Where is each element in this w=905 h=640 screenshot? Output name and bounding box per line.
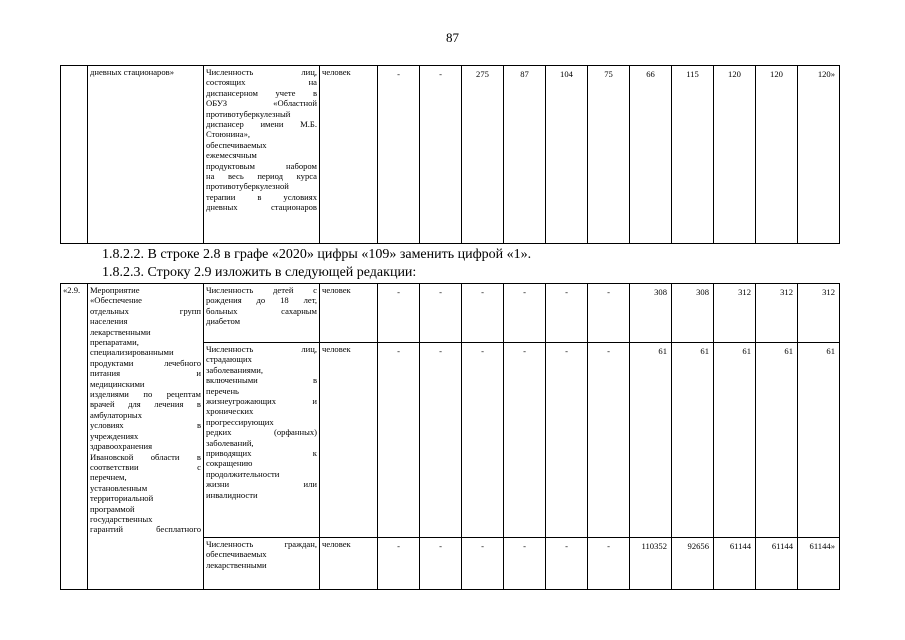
value-cell: - [546, 538, 588, 590]
value-cell: 75 [588, 66, 630, 244]
value-cell: 120 [756, 66, 798, 244]
indicator-cell: Численность детей с рождения до 18 лет, больных сахарным диабетом [204, 284, 320, 343]
value-cell: - [378, 343, 420, 538]
value-cell: - [504, 284, 546, 343]
value-cell: - [588, 538, 630, 590]
row-number-cell: «2.9. [61, 284, 88, 590]
value-cell: 120 [714, 66, 756, 244]
value-cell: 312 [798, 284, 840, 343]
table-row [61, 66, 840, 244]
unit-cell: человек [320, 284, 378, 343]
page-number: 87 [446, 30, 459, 45]
value-cell: - [420, 66, 462, 244]
value-cell: - [462, 343, 504, 538]
value-cell: - [588, 284, 630, 343]
table-row [61, 284, 840, 343]
value-cell: - [378, 538, 420, 590]
value-cell: - [378, 66, 420, 244]
event-name-cell: Мероприятие «Обеспечение отдельных групп населения лекарственными препаратами, специализированными продуктами лечебного питания и медицинскими изделиями по рецептам врачей для лечения в амбулаторных условиях в учреждениях здравоохранения Ивановской области в соответствии с перечнем, установленным территориальной программой государственных гарантий бесплатного [88, 284, 204, 590]
value-cell: 104 [546, 66, 588, 244]
value-cell: - [504, 538, 546, 590]
value-cell: 308 [672, 284, 714, 343]
row-number-cell [61, 66, 88, 244]
value-cell: 61 [714, 343, 756, 538]
event-name-cell: дневных стационаров» [88, 66, 204, 244]
value-cell: 61 [798, 343, 840, 538]
value-cell: - [588, 343, 630, 538]
value-cell: - [420, 343, 462, 538]
value-cell: 61 [630, 343, 672, 538]
indicator-cell: Численность лиц, страдающих заболеваниями, включенными в перечень жизнеугрожающих и хронических прогрессирующих редких (орфанных) заболеваний, приводящих к сокращению продолжительности жизни или инвалидности [204, 343, 320, 538]
unit-cell: человек [320, 343, 378, 538]
value-cell: 92656 [672, 538, 714, 590]
unit-cell: человек [320, 538, 378, 590]
value-cell: 61 [756, 343, 798, 538]
value-cell: 120» [798, 66, 840, 244]
indicator-cell: Численность граждан, обеспечиваемых лекарственными [204, 538, 320, 590]
value-cell: - [420, 538, 462, 590]
value-cell: 87 [504, 66, 546, 244]
table-row-2-9 [60, 283, 840, 590]
value-cell: 61 [672, 343, 714, 538]
unit-cell: человек [320, 66, 378, 244]
value-cell: 61144» [798, 538, 840, 590]
value-cell: 308 [630, 284, 672, 343]
value-cell: 110352 [630, 538, 672, 590]
value-cell: 61144 [714, 538, 756, 590]
value-cell: 312 [714, 284, 756, 343]
value-cell: - [462, 538, 504, 590]
table-continuation [60, 65, 840, 244]
value-cell: 61144 [756, 538, 798, 590]
value-cell: 275 [462, 66, 504, 244]
value-cell: - [462, 284, 504, 343]
value-cell: - [420, 284, 462, 343]
amendment-paragraph-2: 1.8.2.3. Строку 2.9 изложить в следующей редакции: [102, 265, 417, 280]
value-cell: - [546, 343, 588, 538]
value-cell: 66 [630, 66, 672, 244]
value-cell: 115 [672, 66, 714, 244]
indicator-cell: Численность лиц, состоящих на диспансерном учете в ОБУЗ «Областной противотуберкулезный диспансер имени М.Б. Стоюнина», обеспечиваемых ежемесячным продуктовым набором на весь период курса противотуберкулезной терапии в условиях дневных стационаров [204, 66, 320, 244]
amendment-paragraph-1: 1.8.2.2. В строке 2.8 в графе «2020» цифры «109» заменить цифрой «1». [102, 247, 532, 262]
value-cell: - [378, 284, 420, 343]
value-cell: 312 [756, 284, 798, 343]
value-cell: - [504, 343, 546, 538]
value-cell: - [546, 284, 588, 343]
